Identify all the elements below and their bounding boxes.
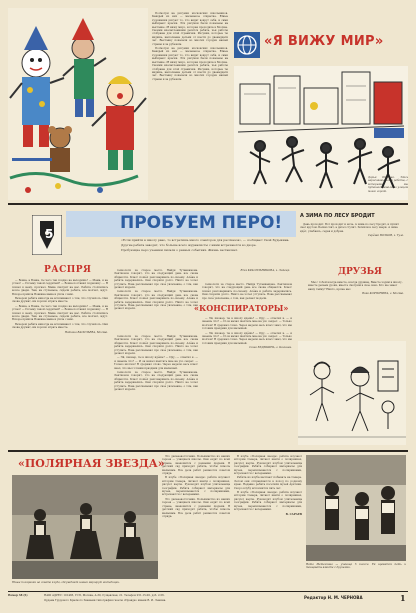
page-number: 1	[400, 593, 406, 603]
footer-editor: Редактор Н. М. ЧЕРНОВА	[304, 595, 363, 600]
dancers-photo	[12, 475, 158, 579]
globe-icon	[234, 32, 260, 58]
friends-text: Мы с тобой всегда вместе, всегда дружны. Вместе ходим в школу, вместе делаем уроки, вместе смотрим в своё окно. Кто же знает нашу тайну? Никто, кроме нас. Вика КОРТИНИНА, г. Москва.	[308, 281, 404, 296]
bottom-heading: «ПОЛЯРНАЯ ЗВЕЗДА»	[18, 457, 165, 470]
top-heading: «Я ВИЖУ МИР»	[264, 34, 384, 49]
top-section	[8, 8, 408, 200]
footer-issue: Номер 38 (5)	[8, 594, 28, 597]
bottom-right-caption: Ната Метелкина — ученица 5 класса. Ей нравится петь и танцевать вместе с друзьями.	[306, 563, 406, 570]
pen-number: 5	[45, 227, 54, 241]
center-article-author: Юля КРАСИЛЬНИКОВА, г. Липецк.	[240, 269, 290, 272]
middle-section	[8, 207, 408, 447]
conspirators-title: «КОНСПИРАТОРЫ»	[194, 303, 289, 313]
bottom-section	[8, 453, 408, 589]
left-article-text: — Вовка, а Вовка, ты чего так поздно не выходишь? — Мама, я не успел! — Почему такой сердитый? — Вовка поставил подножку. — Я пошел к нему, прогнал. Мама смотрит на нас. Ребята столпились возле двери. Там, на ступеньке, сидели ребята, все молчат, ждут. Вскоре пришла Вовкина мама и ушла с ним. Вечером ребята никогда не вспоминают о том, что случилось. Они снова дружат, им хорошо играть вместе. — Вовка, а Вовка, ты чего так поздно не выходишь? — Мама, я не успел! — Почему такой сердитый? — Вовка поставил подножку. — Я пошел к нему, прогнал. Мама смотрит на нас. Ребята столпились возле двери. Там, на ступеньке, сидели ребята, все молчат, ждут. Вскоре пришла Вовкина мама и ушла с ним. Вечером ребята никогда не вспоминают о том, что случилось. Они снова дружат, им хорошо играть вместе. Наташа ВАСИЛЬЕВА, Москва.	[12, 279, 108, 334]
bottom-col1-text: Это дальневосточник. Большинство из наших героев — учащиеся школы. Они ездят по всей стране, знакомятся с разными людьми. В детский сад приходят ребята, чтобы помочь малышам. Все дела ребят решаются советом отряда. В клубе «Полярная звезда» ребята изучают историю Севера, читают книги о полярниках, рисуют карты. Руководит клубом учительница географии. Ребята собирают материалы для музея, переписываются с полярниками, встречаются с ветеранами. Это дальневосточник. Большинство из наших героев — учащиеся школы. Они ездят по всей стране, знакомятся с разными людьми. В детский сад приходят ребята, чтобы помочь малышам. Все дела ребят решаются советом отряда.	[162, 455, 230, 518]
footer-address: НАШ АДРЕС: 101483, ГСП, Москва, А-30, Сущёвская, 21. Телефон 251-15-00, доб. 2-56.	[44, 594, 165, 597]
children-drawing-clowns	[8, 8, 148, 200]
right-poem-text: День проходит. Вот проходит и ночь. А зима по лесу бродит, и пушит снег кругом. Белки спят, а дятел стучит. Затихли в лесу звери. А зима идёт, улыбаясь, седая и добрая. Серёжа ВОЛКОВ, г. Тула.	[300, 223, 404, 238]
friends-title: ДРУЗЬЯ	[338, 267, 382, 277]
footer-print: Ордена Трудового Красного Знамени типография газеты «Правда» имени В. И. Ленина.	[44, 599, 167, 602]
divider-footer	[8, 591, 408, 592]
children-sketch-drawing	[298, 341, 406, 445]
middle-heading: ПРОБУЕМ ПЕРО!	[120, 213, 283, 233]
center-article-text-3: технологи за старое место. Найдя Тутанкамона. Лактионов говорит, что на следующий день все снова общаются. Класс пошёл разговаривать по-своему. Алёна и ребята задержались. Они спорили долго. Никто не хотел уступать. Вова рассказывал про своё увлечение, о том, как делают модели. — Эй, пионер, ты в школу идёшь? — Иду, — ответил я. — А знаешь что? — И он начал шептать мне на ухо секрет. — Только молчок! Я сдержал слово. Через неделю весь класс знал, что мы готовим праздник для малышей. технологи за старое место. Найдя Тутанкамона. Лактионов говорит, что на следующий день все снова общаются. Класс пошёл разговаривать по-своему. Алёна и ребята задержались. Они спорили долго. Никто не хотел уступать. Вова рассказывал про своё увлечение, о том, как делают модели.	[114, 335, 198, 392]
conspirators-text: — Эй, пионер, ты в школу идёшь? — Иду, — ответил я. — А знаешь что? — И он начал шептать мне на ухо секрет. — Только молчок! Я сдержал слово. Через неделю весь класс знал, что мы готовим праздник для малышей. — Эй, пионер, ты в школу идёшь? — Иду, — ответил я. — А знаешь что? — И он начал шептать мне на ухо секрет. — Только молчок! Я сдержал слово. Через неделю весь класс знал, что мы готовим праздник для малышей. Саша БУДЫКИНА, г. Калинин.	[202, 317, 292, 350]
children-stage-photo	[306, 455, 406, 561]
middle-intro: «Если прийти в школу рано, то встретишь много соавторов для рассказов», — сообщают Свой Будыкина. Другие ребята заводят, что больше всего журналисты с ними встречаются во дворе. Пробующие перо ученики писали о разных событиях. Жизнь заставляет.	[121, 239, 290, 252]
bottom-photo-caption: Юные полярники на совете клуба, обсуждают новый маршрут экспедиции.	[12, 581, 120, 584]
divider-middle	[8, 450, 408, 452]
top-intro-text: Посмотри на рисунки московских школьников. Каждый из них — маленькое открытие. Юные художники рисуют то, что видят вокруг себя, и сами выбирают краски. Эти рисунки были показаны на выставке «Я вижу мир», которая проходила в Москве. Своими впечатлениями делятся ребята, чьи работы отобраны для этой странички. Рисунки, которые ты видишь, выполнены детьми от шести до двенадцати лет. Выставку показали во многих городах нашей страны и за рубежом. Посмотри на рисунки московских школьников. Каждый из них — маленькое открытие. Юные художники рисуют то, что видят вокруг себя, и сами выбирают краски. Эти рисунки были показаны на выставке «Я вижу мир», которая проходила в Москве. Своими впечатлениями делятся ребята, чьи работы отобраны для этой странички. Рисунки, которые ты видишь, выполнены детьми от шести до двенадцати лет. Выставку показали во многих городах нашей страны и за рубежом.	[152, 12, 228, 81]
top-heading-block	[234, 26, 406, 66]
left-article-title: РАСПРЯ	[44, 265, 92, 275]
right-poem-title: А ЗИМА ПО ЛЕСУ БРОДИТ	[300, 213, 375, 219]
center-article-text-2: технологи за старое место. Найдя Тутанкамона. Лактионов говорит, что на следующий день все снова общаются. Класс пошёл разговаривать по-своему. Алёна и ребята задержались. Они спорили долго. Никто не хотел уступать. Вова рассказывал про своё увлечение, о том, как делают модели.	[202, 283, 292, 300]
divider-top	[8, 203, 408, 205]
top-right-caption: Дарья Оборина. Здесь нарисованы наши работы, с которыми мы путешествовали по улицам моего города.	[368, 176, 408, 193]
center-article-text: технологи за старое место. Найдя Тутанкамона. Лактионов говорит, что на следующий день все снова общаются. Класс пошёл разговаривать по-своему. Алёна и ребята задержались. Они спорили долго. Никто не хотел уступать. Вова рассказывал про своё увлечение, о том, как делают модели. технологи за старое место. Найдя Тутанкамона. Лактионов говорит, что на следующий день все снова общаются. Класс пошёл разговаривать по-своему. Алёна и ребята задержались. Они спорили долго. Никто не хотел уступать. Вова рассказывал про своё увлечение, о том, как делают модели.	[114, 269, 198, 311]
bottom-col2-text: В клубе «Полярная звезда» ребята изучают историю Севера, читают книги о полярниках, рисуют карты. Руководит клубом учительница географии. Ребята собирают материалы для музея, переписываются с полярниками, встречаются с ветеранами. Ребята из клуба мечтают побывать на Севере. Летом они отправляются в поход по родному краю. Недавно ребята посетили музей Арктики. Скоро клубу исполнится пять лет. В клубе «Полярная звезда» ребята изучают историю Севера, читают книги о полярниках, рисуют карты. Руководит клубом учительница географии. Ребята собирают материалы для музея, переписываются с полярниками, встречаются с ветеранами. В. САРАЕВ	[234, 455, 302, 516]
footer	[8, 593, 408, 611]
